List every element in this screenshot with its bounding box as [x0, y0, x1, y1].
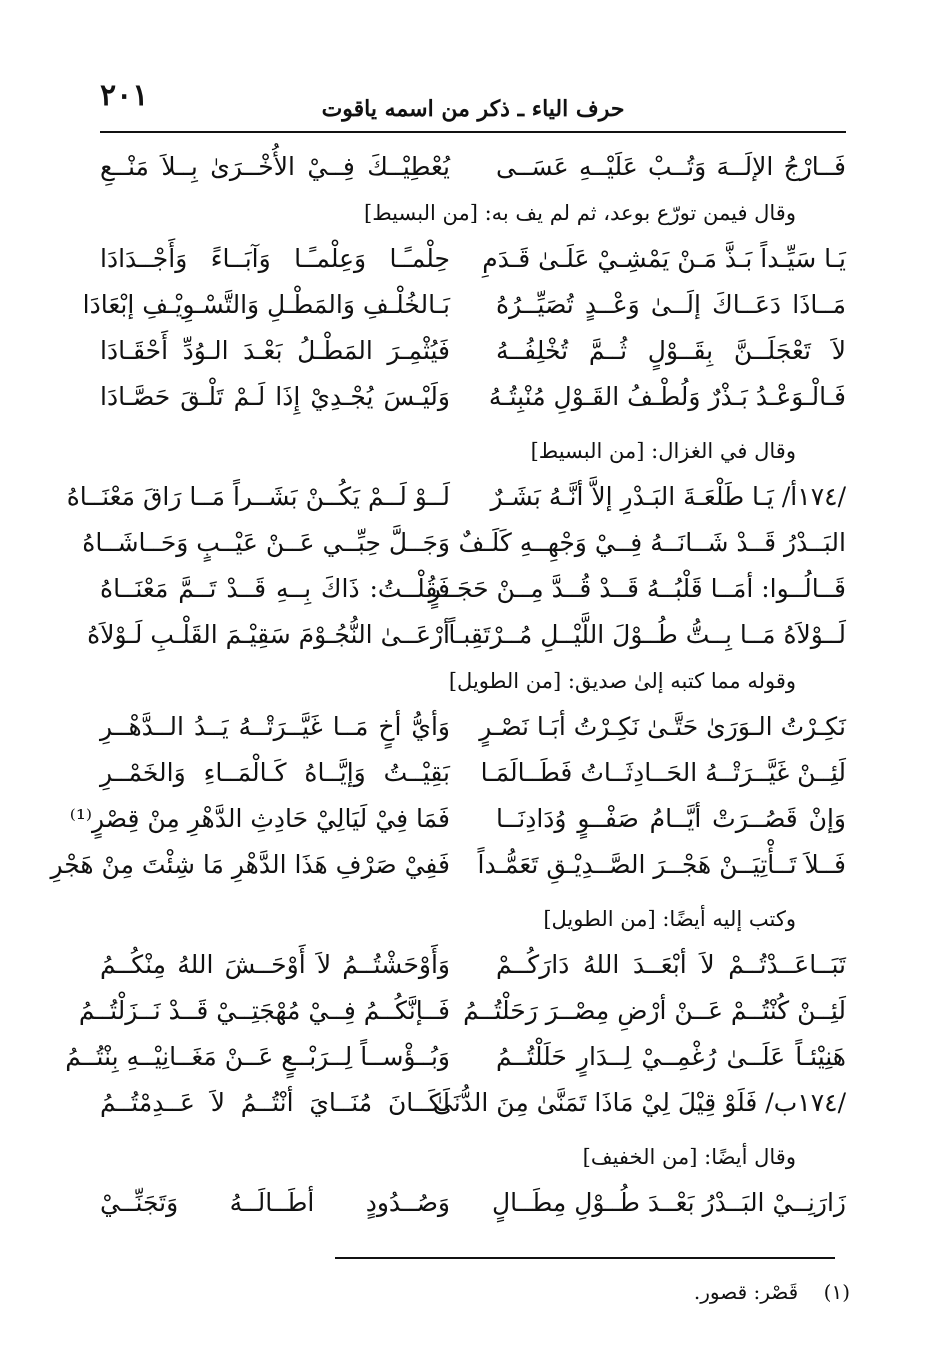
hemistich-first: وَإنْ قَصُــرَتْ أيَّــامُ صَفْــوٍ وُدَادِنَــا [496, 804, 846, 833]
verse-line [100, 704, 846, 750]
footnote-rule [335, 1257, 835, 1259]
hemistich-second: فَقُلْــتُ: ذَاكَ بِــهِ قَــدْ تَــمَّ مَعْنَــاهُ [100, 574, 450, 603]
hemistich-second: فَمَا فِيْ لَيَالِيْ حَادِثِ الدَّهْرِ مِنْ قِصْرٍ⁽¹⁾ [69, 804, 450, 833]
verse-line [100, 236, 846, 282]
hemistich-second: حِلْمـًـا وَعِلْمـًـا وَآبَــاءً وَأَجْــدَادَا [100, 244, 450, 273]
hemistich-first: زَارَنِــيْ البَــدْرُ بَعْــدَ طُــوْلِ مِطَــالٍ [491, 1188, 846, 1217]
hemistich-first: فَــارْجُ الإلَــهَ وَتُــبْ عَلَيْــهِ عَسَــى [496, 152, 846, 181]
hemistich-first: فَــلاَ تَــأْتِيَــنْ هَجْــرَ الصَّــدِيْـقِ تَعَمُّـداً [477, 850, 846, 879]
spacer [100, 888, 846, 896]
spacer [100, 420, 846, 428]
hemistich-second: وَأيُّ أخٍ مَــا غَيَّــرَتْــهُ يَــدُ الــدَّهْــرِ [100, 712, 450, 741]
hemistich-second: بَـالخُلْـفِ وَالمَطْـلِ وَالتَّسْـوِيْـفِ إبْعَادَا [82, 290, 450, 319]
hemistich-first: البَــدْرُ قَــدْ شَــانَــهُ فِــيْ وَجْهِــهِ كَلَـفٌ [458, 528, 846, 557]
poem-intro: وكتب إليه أيضًا: [من الطويل] [543, 907, 796, 931]
footnote [694, 1280, 850, 1304]
hemistich-first: لاَ تَعْجَلَــنَّ بِقَــوْلٍ ثُــمَّ تُخْلِفُــهُ [496, 336, 846, 365]
verse-line [100, 144, 846, 190]
verse-line [50, 842, 846, 888]
poem-body [50, 144, 846, 1226]
hemistich-second: وَلَيْـسَ يُجْـدِيْ إِذَا لَـمْ تَلْـقَ حَصَّـادَا [100, 382, 450, 411]
hemistich-second: يُعْطِيْــكَ فِــيْ الأُخْــرَىٰ بِــلاَ مَنْــعِ [100, 152, 450, 181]
verse-line [69, 796, 846, 842]
verse-line [100, 1180, 846, 1226]
hemistich-first: /١٧٤ب/ فَلَوْ قِيْلَ لِيْ مَاذَا تَمَنَّىٰ مِنَ الدُّنَىٰ [432, 1088, 846, 1117]
hemistich-first: تَبَــاعَــدْتُــمْ لاَ أبْعَــدَ اللهُ دَارَكُــمْ [496, 950, 846, 979]
hemistich-second: وَصُــدُودٍ أطَــالَــهُ وَتَجَنِّــيْ [100, 1188, 450, 1217]
verse-line [78, 988, 846, 1034]
hemistich-first: لَــوْلاَهُ مَــا بِــتُّ طُــوْلَ اللَّيْــلِ مُــرْتَقِبـاً [448, 620, 846, 649]
verse-line [100, 942, 846, 988]
hemistich-second: لَــوْ لَــمْ يَكُــنْ بَشَــراً مَــا رَاقَ مَعْنَــاهُ [66, 482, 450, 511]
hemistich-first: /١٧٤أ/ يَـا طَلْعَـةَ البَـدْرِ إلاَّ أنَّـهُ بَشَـرٌ [490, 482, 846, 511]
verse-line [100, 374, 846, 420]
hemistich-second: أرْعَــىٰ النُّجُـوْمَ سَقِيْـمَ القَلْـبِ لَـوْلاَهُ [87, 620, 450, 649]
hemistich-first: هَنِيْئـاً عَلَــىٰ رُغْمِــيْ لِــدَارٍ حَلَلْتُــمُ [496, 1042, 846, 1071]
footnote-marker: (١) [823, 1280, 850, 1304]
poem-intro: وقال فيمن تورّع بوعد، ثم لم يف به: [من البسيط] [364, 201, 796, 225]
hemistich-first: يَـا سَيِّـداً بَـذَّ مَـنْ يَمْشِـيْ عَلَـىٰ قَـدَمِ [482, 244, 846, 273]
hemistich-second: وَأَوْحَشْتُــمُ لاَ أَوْحَــشَ اللهُ مِنْكُــمُ [100, 950, 450, 979]
verse-line [100, 750, 846, 796]
poem-intro: وقال في الغزال: [من البسيط] [530, 439, 796, 463]
hemistich-second: بَقِيْــتُ وَإيَّــاهُ كَـالْمَــاءِ وَالخَمْــرِ [100, 758, 450, 787]
verse-line [66, 474, 846, 520]
verse-line [82, 520, 846, 566]
hemistich-first: قَــالُــوا: أمَــا قَلْبُــهُ قَــدْ قُــدَّ مِــنْ حَجَــرٍ [428, 574, 846, 603]
verse-line [100, 328, 846, 374]
hemistich-first: مَــاذَا دَعَــاكَ إلَــىٰ وَعْــدٍ تُصَيِّــرُهُ [496, 290, 846, 319]
header-rule [100, 131, 846, 133]
hemistich-first: نَكِـرْتُ الـوَرَىٰ حَتَّـىٰ نَكِـرْتُ أبَـا نَصْـرٍ [479, 712, 846, 741]
page-number: ٢٠١ [100, 78, 149, 113]
hemistich-second: لَكَــانَ مُنَــايَ أنْتُــمُ لاَ عَــدِمْتُــمُ [100, 1088, 450, 1117]
verse-line [65, 1034, 846, 1080]
hemistich-second: فَيُثْمِـرَ المَطْـلُ بَعْـدَ الـوُدِّ أَحْقَـادَا [100, 336, 450, 365]
running-title: حرف الياء ـ ذكر من اسمه ياقوت [321, 96, 625, 122]
hemistich-second: وَبُــؤْســاً لِــرَبْــعٍ عَــنْ مَغَــانِيْــهِ بِنْتُــمُ [65, 1042, 450, 1071]
verse-line [100, 566, 846, 612]
hemistich-second: فَــإنَّكُــمُ فِــيْ مُهْجَتِــيْ قَــدْ نَــزَلْتُــمُ [78, 996, 450, 1025]
hemistich-second: وَجَــلَّ حِبِّــي عَــنْ عَيْــبٍ وَحَــاشَــاهُ [82, 528, 450, 557]
spacer [100, 1126, 846, 1134]
verse-line [82, 282, 846, 328]
hemistich-first: لَئِــنْ غَيَّــرَتْــهُ الحَــادِثَــاتُ فَطَــالَمَـا [480, 758, 846, 787]
footnote-text: قَصْر: قصور. [693, 1280, 799, 1304]
hemistich-first: لَئِــنْ كُنْتُــمْ عَــنْ أرْضِ مِصْــرَ رَحَلْتُــمُ [463, 996, 846, 1025]
hemistich-second: فَفِيْ صَرْفِ هَذَا الدَّهْرِ مَا شِئْتَ مِنْ هَجْرِ [50, 850, 450, 879]
poem-intro: وقوله مما كتبه إلىٰ صديق: [من الطويل] [448, 669, 796, 693]
verse-line [87, 612, 846, 658]
verse-line [100, 1080, 846, 1126]
poem-intro: وقال أيضًا: [من الخفيف] [582, 1145, 796, 1169]
hemistich-first: فَـالْـوَعْـدُ بَـذْرٌ وَلُطْـفُ القَـوْلِ مُنْبِتُـهُ [488, 382, 846, 411]
